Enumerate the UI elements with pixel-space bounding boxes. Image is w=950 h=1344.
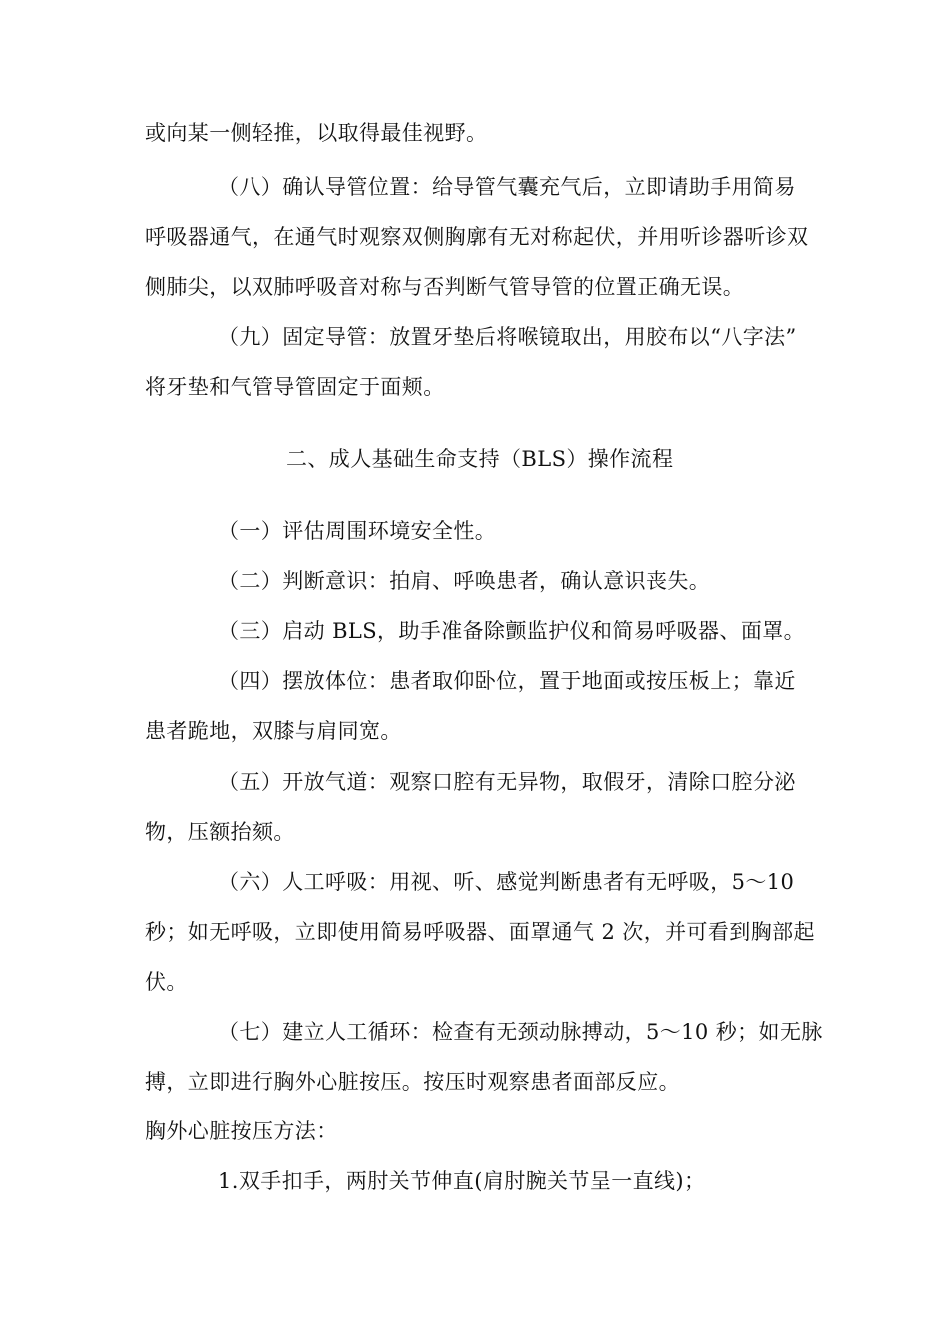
paragraph-line: 搏，立即进行胸外心脏按压。按压时观察患者面部反应。 [145, 1070, 680, 1094]
paragraph-line: （九）固定导管：放置牙垫后将喉镜取出，用胶布以“八字法” [218, 325, 797, 349]
paragraph-line: （四）摆放体位：患者取仰卧位，置于地面或按压板上；靠近 [218, 669, 796, 693]
paragraph-line: （八）确认导管位置：给导管气囊充气后，立即请助手用简易 [218, 175, 796, 199]
paragraph-line: 侧肺尖，以双肺呼吸音对称与否判断气管导管的位置正确无误。 [145, 275, 745, 299]
paragraph-line: （二）判断意识：拍肩、呼唤患者，确认意识丧失。 [218, 569, 711, 593]
paragraph-line: 患者跪地，双膝与肩同宽。 [145, 719, 402, 743]
paragraph-line: （六）人工呼吸：用视、听、感觉判断患者有无呼吸，5～10 [218, 870, 795, 894]
paragraph-line: （三）启动 BLS，助手准备除颤监护仪和简易呼吸器、面罩。 [218, 619, 806, 643]
paragraph-line: 将牙垫和气管导管固定于面颊。 [145, 375, 445, 399]
paragraph-line: 1.双手扣手，两肘关节伸直(肩肘腕关节呈一直线)； [218, 1169, 706, 1193]
paragraph-line: 物，压额抬颏。 [145, 820, 295, 844]
paragraph-line: 秒；如无呼吸，立即使用简易呼吸器、面罩通气 2 次，并可看到胸部起 [145, 920, 815, 944]
paragraph-line: 伏。 [145, 970, 188, 994]
paragraph-line: 或向某一侧轻推，以取得最佳视野。 [145, 121, 488, 145]
paragraph-line: （七）建立人工循环：检查有无颈动脉搏动，5～10 秒；如无脉 [218, 1020, 823, 1044]
paragraph-line: 胸外心脏按压方法： [145, 1119, 338, 1143]
section-heading: 二、成人基础生命支持（BLS）操作流程 [286, 447, 674, 471]
paragraph-line: 呼吸器通气，在通气时观察双侧胸廓有无对称起伏，并用听诊器听诊双 [145, 225, 809, 249]
paragraph-line: （五）开放气道：观察口腔有无异物，取假牙，清除口腔分泌 [218, 770, 796, 794]
paragraph-line: （一）评估周围环境安全性。 [218, 519, 497, 543]
